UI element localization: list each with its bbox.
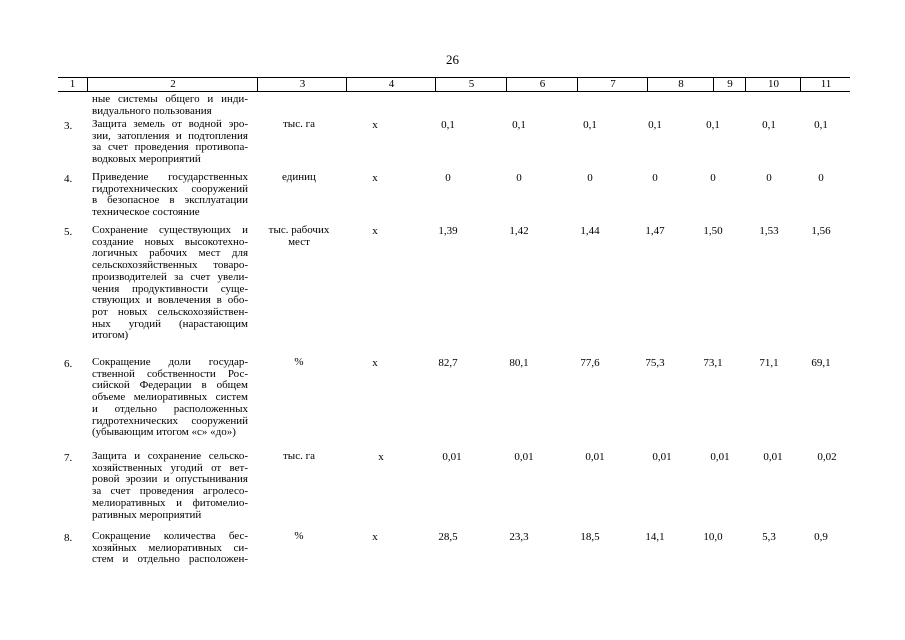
text-line: логичных рабочих мест для bbox=[92, 247, 248, 260]
row-value: 0,01 bbox=[442, 451, 462, 463]
row-value: 1,44 bbox=[580, 225, 600, 237]
text-line: Сохранение существующих и bbox=[92, 224, 248, 236]
text-line: ные системы общего и инди- bbox=[92, 93, 248, 105]
text-line: ственной собственности Рос- bbox=[92, 367, 248, 380]
text-line: хозяйственных угодий от вет- bbox=[92, 461, 248, 474]
row-description bbox=[92, 531, 248, 566]
row-col4: х bbox=[372, 172, 378, 184]
row-description bbox=[92, 225, 248, 342]
row-description bbox=[92, 357, 248, 439]
text-line: ративных мероприятий bbox=[92, 508, 202, 521]
row-value: 1,39 bbox=[438, 225, 458, 237]
row-value: 0,1 bbox=[706, 119, 720, 131]
column-header: 3 bbox=[257, 78, 347, 91]
text-line: чения продуктивности суще- bbox=[92, 282, 248, 295]
row-unit: % bbox=[294, 530, 304, 542]
page-number: 26 bbox=[446, 52, 459, 67]
text-line: видуального пользования bbox=[92, 104, 212, 117]
row-value: 1,47 bbox=[645, 225, 665, 237]
column-header: 5 bbox=[435, 78, 507, 91]
row-number: 7. bbox=[64, 452, 73, 464]
text-line: ных угодий (нарастающим bbox=[92, 317, 248, 330]
row-value: 23,3 bbox=[509, 531, 529, 543]
row-description bbox=[92, 451, 248, 521]
row-value: 0 bbox=[445, 172, 451, 184]
continuation-text bbox=[92, 94, 248, 117]
row-value: 0 bbox=[818, 172, 824, 184]
row-value: 0,02 bbox=[817, 451, 837, 463]
text-line: гидротехнических сооружений bbox=[92, 414, 248, 427]
row-value: 1,50 bbox=[703, 225, 723, 237]
row-value: 0 bbox=[766, 172, 772, 184]
text-line: Приведение государственных bbox=[92, 171, 248, 183]
row-value: 71,1 bbox=[759, 357, 779, 369]
row-value: 5,3 bbox=[762, 531, 776, 543]
row-number: 8. bbox=[64, 532, 73, 544]
row-value: 0,01 bbox=[585, 451, 605, 463]
row-value: 0 bbox=[710, 172, 716, 184]
text-line: водковых мероприятий bbox=[92, 153, 201, 166]
row-value: 0,1 bbox=[648, 119, 662, 131]
row-value: 0,01 bbox=[652, 451, 672, 463]
row-number: 6. bbox=[64, 358, 73, 370]
row-value: 0,1 bbox=[762, 119, 776, 131]
row-col4: х bbox=[378, 451, 384, 463]
row-value: 82,7 bbox=[438, 357, 458, 369]
row-unit: тыс. га bbox=[283, 450, 315, 462]
row-description bbox=[92, 172, 248, 219]
row-value: 18,5 bbox=[580, 531, 600, 543]
row-col4: х bbox=[372, 225, 378, 237]
row-unit: единиц bbox=[282, 171, 316, 183]
text-line: объеме мелиоративных систем bbox=[92, 391, 248, 404]
text-line: стем и отдельно расположен- bbox=[92, 553, 248, 566]
row-value: 10,0 bbox=[703, 531, 723, 543]
text-line: Защита земель от водной эро- bbox=[92, 118, 248, 130]
row-value: 0,1 bbox=[441, 119, 455, 131]
table-header-row bbox=[58, 77, 850, 92]
text-line: рот новых сельскохозяйствен- bbox=[92, 305, 248, 318]
text-line: Сокращение количества бес- bbox=[92, 530, 248, 542]
column-header: 7 bbox=[577, 78, 648, 91]
row-value: 0 bbox=[516, 172, 522, 184]
row-number: 5. bbox=[64, 226, 73, 238]
row-unit: тыс. га bbox=[283, 118, 315, 130]
column-header: 6 bbox=[506, 78, 578, 91]
row-col4: х bbox=[372, 119, 378, 131]
row-value: 0,1 bbox=[512, 119, 526, 131]
row-number: 4. bbox=[64, 173, 73, 185]
text-line: Сокращение доли государ- bbox=[92, 356, 248, 368]
text-line: (убывающим итогом «с» «до») bbox=[92, 426, 236, 439]
row-unit: тыс. рабочих мест bbox=[268, 224, 330, 248]
row-value: 1,53 bbox=[759, 225, 779, 237]
text-line: Защита и сохранение сельско- bbox=[92, 450, 248, 462]
row-col4: х bbox=[372, 357, 378, 369]
row-value: 28,5 bbox=[438, 531, 458, 543]
row-value: 1,42 bbox=[509, 225, 529, 237]
text-line: сельскохозяйственных товаро- bbox=[92, 259, 248, 272]
text-line: производителей за счет увели- bbox=[92, 270, 248, 283]
text-line: хозяйных мелиоративных си- bbox=[92, 541, 248, 554]
text-line: зии, затопления и подтопления bbox=[92, 129, 248, 142]
column-header: 11 bbox=[800, 78, 851, 91]
text-line: ствующих и вовлечения в обо- bbox=[92, 294, 248, 307]
row-value: 14,1 bbox=[645, 531, 665, 543]
column-header: 2 bbox=[87, 78, 258, 91]
column-header: 4 bbox=[346, 78, 436, 91]
row-value: 69,1 bbox=[811, 357, 831, 369]
row-value: 0,9 bbox=[814, 531, 828, 543]
text-line: итогом) bbox=[92, 329, 129, 342]
text-line: за счет проведения агролесо- bbox=[92, 485, 248, 498]
text-line: ровой эрозии и опустынивания bbox=[92, 473, 248, 486]
text-line: за счет проведения противопа- bbox=[92, 141, 248, 154]
row-value: 73,1 bbox=[703, 357, 723, 369]
text-line: и отдельно расположенных bbox=[92, 402, 248, 415]
column-header: 8 bbox=[647, 78, 714, 91]
text-line: сийской Федерации в общем bbox=[92, 379, 248, 392]
column-header: 10 bbox=[745, 78, 801, 91]
column-header: 9 bbox=[713, 78, 746, 91]
row-value: 0,01 bbox=[763, 451, 783, 463]
row-unit: % bbox=[294, 356, 304, 368]
row-value: 77,6 bbox=[580, 357, 600, 369]
row-value: 80,1 bbox=[509, 357, 529, 369]
row-value: 0,1 bbox=[814, 119, 828, 131]
text-line: мелиоративных и фитомелио- bbox=[92, 496, 248, 509]
row-value: 0,01 bbox=[514, 451, 534, 463]
row-value: 0 bbox=[652, 172, 658, 184]
column-header: 1 bbox=[69, 78, 76, 90]
row-value: 1,56 bbox=[811, 225, 831, 237]
row-number: 3. bbox=[64, 120, 73, 132]
row-value: 0,01 bbox=[710, 451, 730, 463]
row-col4: х bbox=[372, 531, 378, 543]
row-value: 75,3 bbox=[645, 357, 665, 369]
row-description bbox=[92, 119, 248, 166]
row-value: 0 bbox=[587, 172, 593, 184]
row-value: 0,1 bbox=[583, 119, 597, 131]
text-line: создание новых высокотехно- bbox=[92, 235, 248, 248]
text-line: гидротехнических сооружений bbox=[92, 182, 248, 195]
text-line: техническое состояние bbox=[92, 206, 200, 219]
text-line: в безопасное в эксплуатации bbox=[92, 194, 248, 207]
